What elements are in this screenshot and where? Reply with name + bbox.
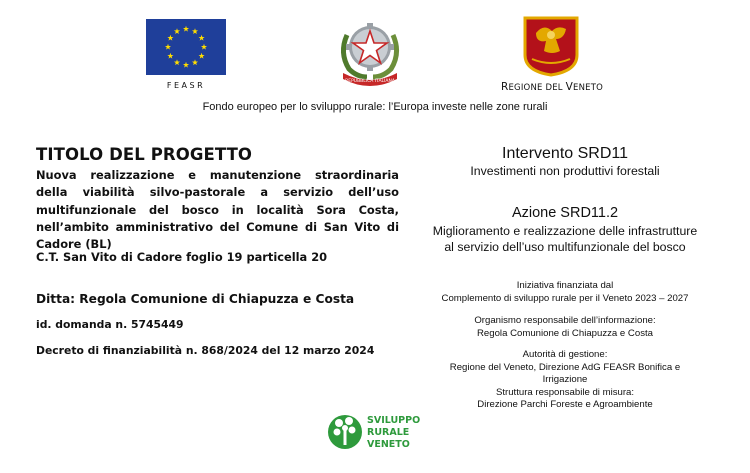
cadastral-reference: C.T. San Vito di Cadore foglio 19 particella 20 xyxy=(36,250,328,264)
organismo-block: Organismo responsabile dell’informazione: Regola Comunione di Chiapuzza e Costa xyxy=(474,315,656,339)
svr-word: VENETO xyxy=(367,439,410,450)
eu-star-icon xyxy=(201,44,207,50)
intervento-subtitle: Investimenti non produttivi forestali xyxy=(470,164,660,178)
eu-star-icon xyxy=(167,35,173,41)
eu-star-icon xyxy=(199,53,205,59)
project-line: della viabilità silvo-pastorale a servizio dell’uso xyxy=(36,185,399,200)
eu-star-icon xyxy=(183,62,189,68)
project-line: Cadore (BL) xyxy=(36,237,112,252)
decreto-finanziabilita: Decreto di finanziabilità n. 868/2024 del 12 marzo 2024 xyxy=(36,344,375,357)
domanda-id: id. domanda n. 5745449 xyxy=(36,318,184,331)
project-line: multifunzionale del bosco in località Sora Costa, xyxy=(36,202,399,217)
autorita-block: Autorità di gestione: Regione del Veneto, Direzione AdG FEASR Bonifica e Irrigazione Struttura responsabile di misura: Direzione Parchi Foreste e Agroambiente xyxy=(449,349,681,411)
regione-veneto-label: REGIONE DEL VENETO xyxy=(500,81,603,93)
sviluppo-rurale-veneto-logo xyxy=(327,408,437,456)
project-line: Nuova realizzazione e manutenzione straordinaria xyxy=(36,168,399,182)
project-description xyxy=(36,167,399,253)
eu-star-icon xyxy=(174,28,180,34)
eu-star-icon xyxy=(174,59,180,65)
eu-flag-logo xyxy=(146,19,226,75)
initiative-block: Iniziativa finanziata dal Complemento di sviluppo rurale per il Veneto 2023 – 2027 xyxy=(441,280,689,304)
eu-star-icon xyxy=(183,26,189,32)
eu-star-icon xyxy=(192,59,198,65)
azione-description: Miglioramento e realizzazione delle infrastrutture al servizio dell’uso multifunzionale del bosco xyxy=(432,224,698,254)
eu-stars-icon xyxy=(146,19,226,75)
italy-ribbon-text: REPUBBLICA ITALIANA xyxy=(345,79,395,84)
fondo-europeo-tagline: Fondo europeo per lo sviluppo rurale: l’Europa investe nelle zone rurali xyxy=(202,101,548,113)
svr-word: SVILUPPO xyxy=(367,415,421,426)
eu-star-icon xyxy=(165,44,171,50)
eu-star-icon xyxy=(199,35,205,41)
eu-star-icon xyxy=(167,53,173,59)
eu-feasr-label: FEASR xyxy=(166,81,206,90)
project-line: nell’ambito amministrativo del Comune di San Vito di xyxy=(36,219,399,234)
ditta-label: Ditta: Regola Comunione di Chiapuzza e Costa xyxy=(36,292,355,306)
svr-word: RURALE xyxy=(367,427,410,438)
project-title-heading: TITOLO DEL PROGETTO xyxy=(36,145,253,164)
intervento-title: Intervento SRD11 xyxy=(502,145,628,162)
eu-star-icon xyxy=(192,28,198,34)
italian-republic-emblem xyxy=(333,13,407,87)
azione-title: Azione SRD11.2 xyxy=(511,205,619,221)
regione-veneto-logo xyxy=(522,15,580,77)
